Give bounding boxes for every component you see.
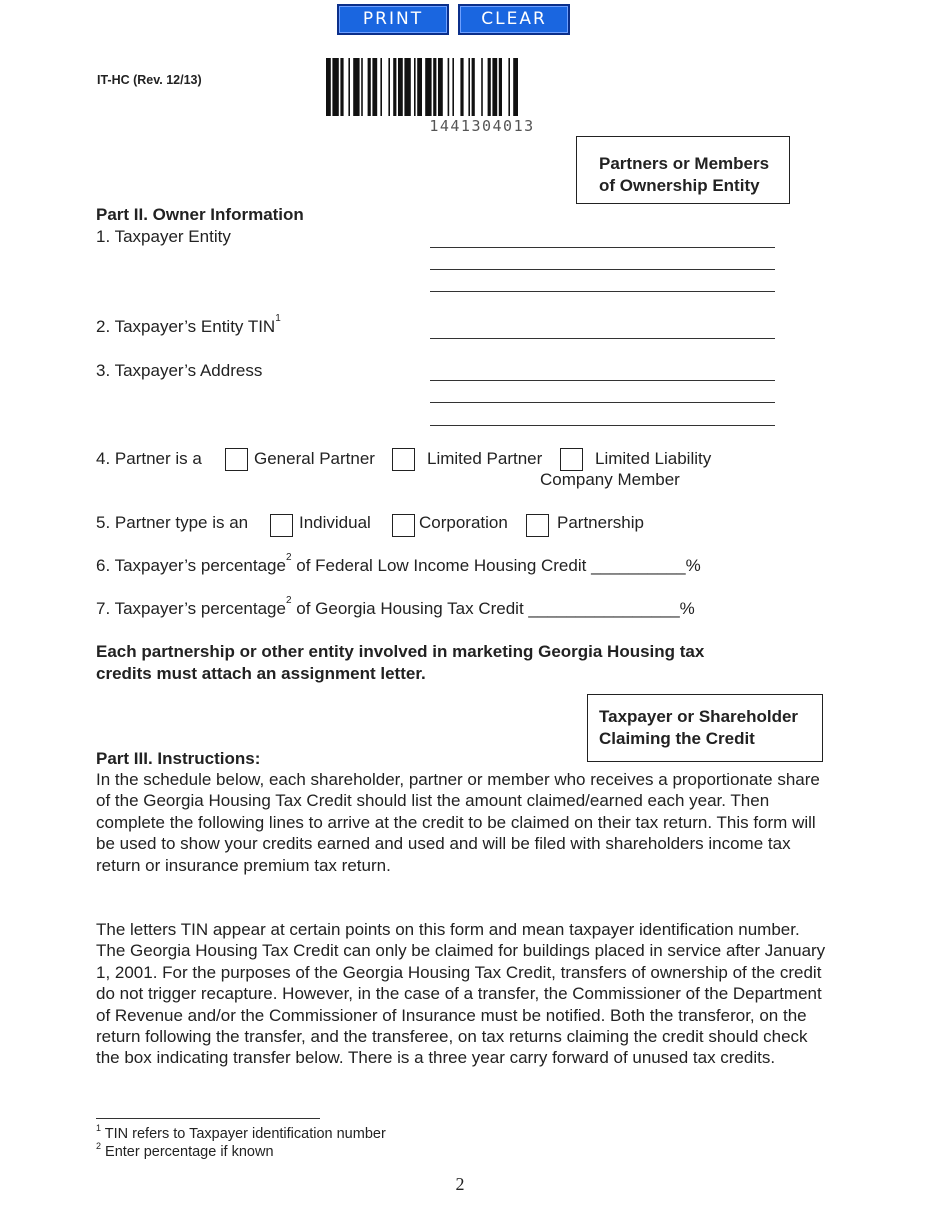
barcode-bar: [460, 58, 463, 116]
limited-partner-checkbox[interactable]: [392, 448, 415, 471]
instructions-paragraph-2: The letters TIN appear at certain points on this form and mean taxpayer identification number. The Georgia Housing Tax Credit can only be claimed for buildings placed in service after January 1, 2001. For the purposes of the Georgia Housing Tax Credit, transfers of ownership of the credit do not trigger recapture. However, in the case of a transfer, the Commissioner of the Department of Revenue and/or the Commissioner of Insurance must be notified. Both the transferor, on the return following the transfer, and the transferee, on tax returns claiming the credit should check the box indicating transfer below. There is a three year carry forward of unused tax credits.: [96, 920, 826, 1068]
address-line-3[interactable]: [430, 425, 775, 426]
address-line-2[interactable]: [430, 402, 775, 403]
taxpayer-shareholder-box: [587, 694, 823, 762]
q7-georgia-percentage[interactable]: 7. Taxpayer’s percentage$^2$ of Georgia Housing Tax Credit ________________%: [96, 595, 695, 618]
q2-footnote-ref: 1: [275, 313, 281, 324]
q5-label: 5. Partner type is an: [96, 513, 249, 532]
barcode-bar: [425, 58, 431, 116]
general-partner-label: General Partner: [254, 449, 375, 468]
taxpayer-box-line1: Taxpayer or Shareholder: [599, 707, 799, 726]
q6-federal-percentage[interactable]: 6. Taxpayer’s percentage$^2$ of Federal Low Income Housing Credit __________%: [96, 552, 701, 575]
barcode-bar: [488, 58, 491, 116]
barcode-bar: [513, 58, 518, 116]
barcode-bar: [481, 58, 483, 116]
barcode-bar: [404, 58, 410, 116]
barcode-bar: [368, 58, 371, 116]
barcode-bar: [393, 58, 396, 116]
barcode-bar: [348, 58, 350, 116]
barcode-bar: [326, 58, 331, 116]
form-id: IT-HC (Rev. 12/13): [97, 73, 202, 87]
corporation-label: Corporation: [419, 513, 508, 532]
print-button[interactable]: PRINT: [337, 4, 449, 35]
barcode-number: 1441304013: [429, 117, 535, 135]
barcode-bar: [448, 58, 450, 116]
barcode-bar: [452, 58, 454, 116]
q6-footnote-ref: 2: [285, 552, 292, 563]
barcode-bar: [361, 58, 363, 116]
partners-box-line2: of Ownership Entity: [599, 176, 760, 195]
limited-partner-label: Limited Partner: [427, 449, 543, 468]
address-line-1[interactable]: [430, 380, 775, 381]
q2-label: 2. Taxpayer’s Entity TIN$^1$: [96, 313, 281, 336]
barcode-bar: [380, 58, 382, 116]
barcode: [326, 58, 638, 116]
part3-heading: Part III. Instructions:: [96, 749, 261, 768]
footnote-2: $^2$ Enter percentage if known: [96, 1141, 274, 1160]
taxpayer-entity-line-1[interactable]: [430, 247, 775, 248]
part2-heading: Part II. Owner Information: [96, 205, 304, 224]
taxpayer-entity-line-2[interactable]: [430, 269, 775, 270]
llc-member-checkbox[interactable]: [560, 448, 583, 471]
individual-checkbox[interactable]: [270, 514, 293, 537]
barcode-bar: [340, 58, 343, 116]
instructions-paragraph-1: In the schedule below, each shareholder, partner or member who receives a proportionate share of the Georgia Housing Tax Credit should list the amount claimed/earned each year. Then complete the following lines to arrive at the credit to be claimed on their tax return. This form will be used to show your credits earned and used and will be filed with shareholders income tax return or insurance premium tax return.: [96, 770, 820, 875]
partners-box-line1: Partners or Members: [599, 154, 770, 173]
barcode-bar: [433, 58, 436, 116]
barcode-bar: [417, 58, 422, 116]
barcode-bar: [499, 58, 502, 116]
barcode-bar: [438, 58, 443, 116]
barcode-bar: [468, 58, 470, 116]
barcode-bar: [398, 58, 403, 116]
footnote-divider: [96, 1118, 320, 1119]
barcode-bar: [492, 58, 497, 116]
q1-label: 1. Taxpayer Entity: [96, 227, 231, 246]
barcode-bar: [388, 58, 390, 116]
assignment-letter-notice: Each partnership or other entity involved in marketing Georgia Housing tax credits must attach an assignment letter.: [96, 642, 705, 683]
q7-footnote-ref: 2: [285, 595, 292, 606]
q4-label: 4. Partner is a: [96, 449, 202, 468]
q3-label: 3. Taxpayer’s Address: [96, 361, 263, 380]
barcode-bar: [508, 58, 510, 116]
footnote-1: $^1$ TIN refers to Taxpayer identification number: [96, 1123, 386, 1142]
barcode-bar: [353, 58, 359, 116]
partnership-label: Partnership: [557, 513, 644, 532]
taxpayer-box-line2: Claiming the Credit: [599, 729, 755, 748]
page-number: 2: [455, 1174, 465, 1194]
llc-member-label-line2: Company Member: [540, 470, 680, 489]
barcode-bar: [372, 58, 377, 116]
barcode-bar: [414, 58, 416, 116]
general-partner-checkbox[interactable]: [225, 448, 248, 471]
clear-button[interactable]: CLEAR: [458, 4, 570, 35]
partnership-checkbox[interactable]: [526, 514, 549, 537]
individual-label: Individual: [299, 513, 371, 532]
barcode-bar: [332, 58, 338, 116]
partners-members-box: [576, 136, 790, 204]
barcode-bar: [472, 58, 475, 116]
taxpayer-entity-line-3[interactable]: [430, 291, 775, 292]
corporation-checkbox[interactable]: [392, 514, 415, 537]
entity-tin-line[interactable]: [430, 338, 775, 339]
llc-member-label-line1: Limited Liability: [595, 449, 712, 468]
